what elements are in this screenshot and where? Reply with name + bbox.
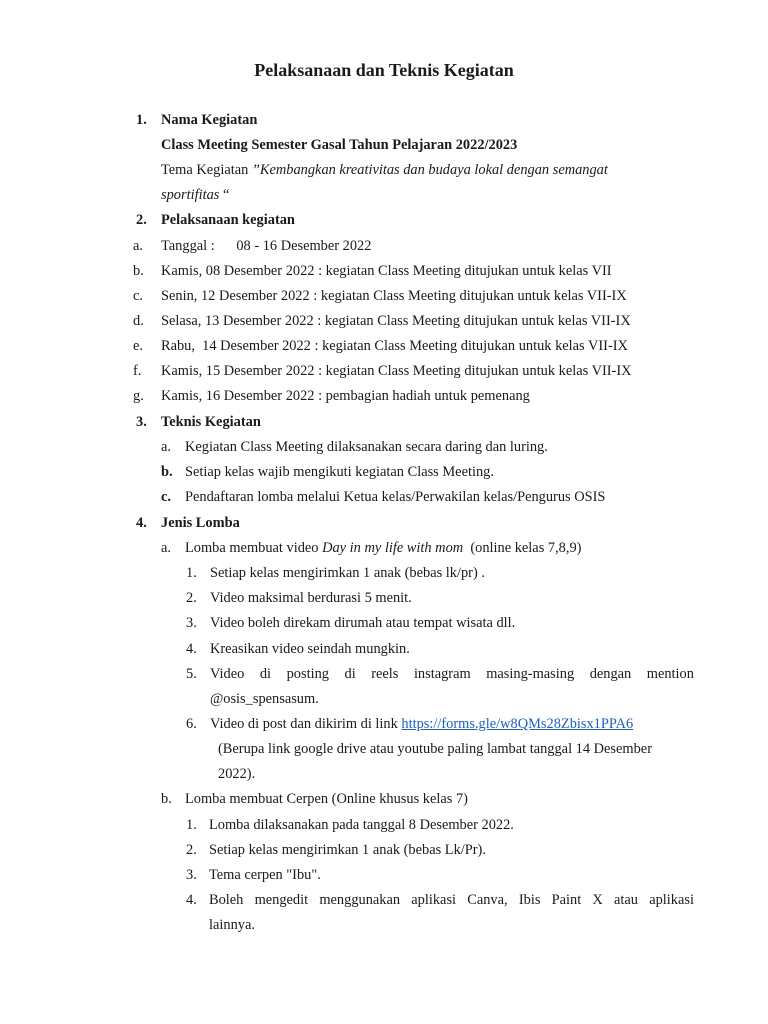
list-item: Senin, 12 Desember 2022 : kegiatan Class Meeting ditujukan untuk kelas VII-IX [161, 288, 627, 304]
list-item-justified [209, 891, 694, 909]
submission-link[interactable]: https://forms.gle/w8QMs28Zbisx1PPA6 [401, 716, 634, 732]
list-item: Kegiatan Class Meeting dilaksanakan secara daring dan luring. [185, 439, 548, 455]
list-marker: c. [133, 288, 143, 304]
theme-text-cont: sportifitas [161, 187, 220, 203]
word: X [592, 892, 603, 908]
list-marker: 1. [186, 565, 197, 581]
word: mention [646, 666, 694, 682]
word: dengan [589, 666, 632, 682]
list-item: Setiap kelas mengirimkan 1 anak (bebas lk/pr) . [210, 565, 485, 581]
list-item: Kamis, 15 Desember 2022 : kegiatan Class Meeting ditujukan untuk kelas VII-IX [161, 363, 632, 379]
list-item: Pendaftaran lomba melalui Ketua kelas/Perwakilan kelas/Pengurus OSIS [185, 489, 606, 505]
word: Canva, [467, 892, 508, 908]
activity-theme [161, 161, 608, 179]
list-marker: b. [161, 791, 172, 807]
list-marker: 1. [186, 817, 197, 833]
list-item-cont: @osis_spensasum. [210, 691, 319, 707]
list-marker: f. [133, 363, 142, 379]
list-item: Setiap kelas mengirimkan 1 anak (bebas Lk/Pr). [209, 842, 486, 858]
list-marker: 4. [186, 641, 197, 657]
list-item-cont: lainnya. [209, 917, 255, 933]
theme-text: ”Kembangkan kreativitas dan budaya lokal dengan semangat [251, 162, 608, 178]
short-story-contest-title: Lomba membuat Cerpen (Online khusus kelas 7) [185, 791, 468, 807]
word: menggunakan [319, 892, 401, 908]
list-marker: b. [133, 263, 144, 279]
word: posting [286, 666, 329, 682]
theme-label: Tema Kegiatan [161, 162, 252, 178]
list-item: Kamis, 08 Desember 2022 : kegiatan Class Meeting ditujukan untuk kelas VII [161, 263, 612, 279]
section-1-heading: Nama Kegiatan [161, 112, 258, 128]
activity-name: Class Meeting Semester Gasal Tahun Pelajaran 2022/2023 [161, 137, 518, 153]
video-contest-prefix: Lomba membuat video [185, 540, 323, 556]
list-item: Kreasikan video seindah mungkin. [210, 641, 410, 657]
word: atau [614, 892, 638, 908]
list-marker: 2. [186, 842, 197, 858]
video-contest-suffix: (online kelas 7,8,9) [463, 540, 582, 556]
section-2-heading: Pelaksanaan kegiatan [161, 212, 295, 228]
word: aplikasi [649, 892, 694, 908]
list-marker: 3. [186, 867, 197, 883]
list-item: Tema cerpen "Ibu". [209, 867, 321, 883]
word: di [344, 666, 356, 682]
list-marker: a. [133, 238, 143, 254]
activity-theme-cont [161, 186, 229, 204]
theme-close: “ [219, 187, 230, 203]
list-marker: 2. [186, 590, 197, 606]
word: Boleh [209, 892, 244, 908]
word: di [259, 666, 272, 682]
list-marker: 6. [186, 716, 197, 732]
word: aplikasi [411, 892, 457, 908]
submission-text: Video di post dan dikirim di link [210, 716, 402, 732]
list-item: Rabu, 14 Desember 2022 : kegiatan Class Meeting ditujukan untuk kelas VII-IX [161, 338, 628, 354]
section-4-number: 4. [136, 515, 147, 531]
list-item: Kamis, 16 Desember 2022 : pembagian hadiah untuk pemenang [161, 388, 530, 404]
word: reels [371, 666, 399, 682]
submission-note-cont: 2022). [218, 766, 256, 782]
word: mengedit [254, 892, 309, 908]
list-marker: e. [133, 338, 143, 354]
section-1-number: 1. [136, 112, 147, 128]
submission-note: (Berupa link google drive atau youtube paling lambat tanggal 14 Desember [218, 741, 652, 757]
video-contest-theme: Day in my life with mom [322, 540, 464, 556]
list-item: Selasa, 13 Desember 2022 : kegiatan Class Meeting ditujukan untuk kelas VII-IX [161, 313, 631, 329]
list-item: Setiap kelas wajib mengikuti kegiatan Class Meeting. [185, 464, 494, 480]
list-item: Video maksimal berdurasi 5 menit. [210, 590, 412, 606]
section-2-number: 2. [136, 212, 147, 228]
word: Ibis [518, 892, 541, 908]
list-marker: 4. [186, 892, 197, 908]
list-item: Lomba dilaksanakan pada tanggal 8 Desember 2022. [209, 817, 514, 833]
list-marker: g. [133, 388, 144, 404]
video-contest-title [185, 539, 581, 557]
document-title: Pelaksanaan dan Teknis Kegiatan [254, 60, 514, 80]
list-marker: 5. [186, 666, 197, 682]
list-marker: c. [161, 489, 171, 505]
word: Paint [551, 892, 582, 908]
list-marker: 3. [186, 615, 197, 631]
list-item-justified [210, 665, 694, 683]
list-item [210, 715, 633, 733]
list-marker: a. [161, 439, 171, 455]
section-3-heading: Teknis Kegiatan [161, 414, 261, 430]
word: masing-masing [486, 666, 575, 682]
list-marker: d. [133, 313, 144, 329]
section-3-number: 3. [136, 414, 147, 430]
word: instagram [413, 666, 471, 682]
list-marker: b. [161, 464, 173, 480]
list-marker: a. [161, 540, 171, 556]
list-item: Video boleh direkam dirumah atau tempat wisata dll. [210, 615, 516, 631]
section-4-heading: Jenis Lomba [161, 515, 240, 531]
list-item: Tanggal : 08 - 16 Desember 2022 [161, 238, 372, 254]
word: Video [210, 666, 245, 682]
